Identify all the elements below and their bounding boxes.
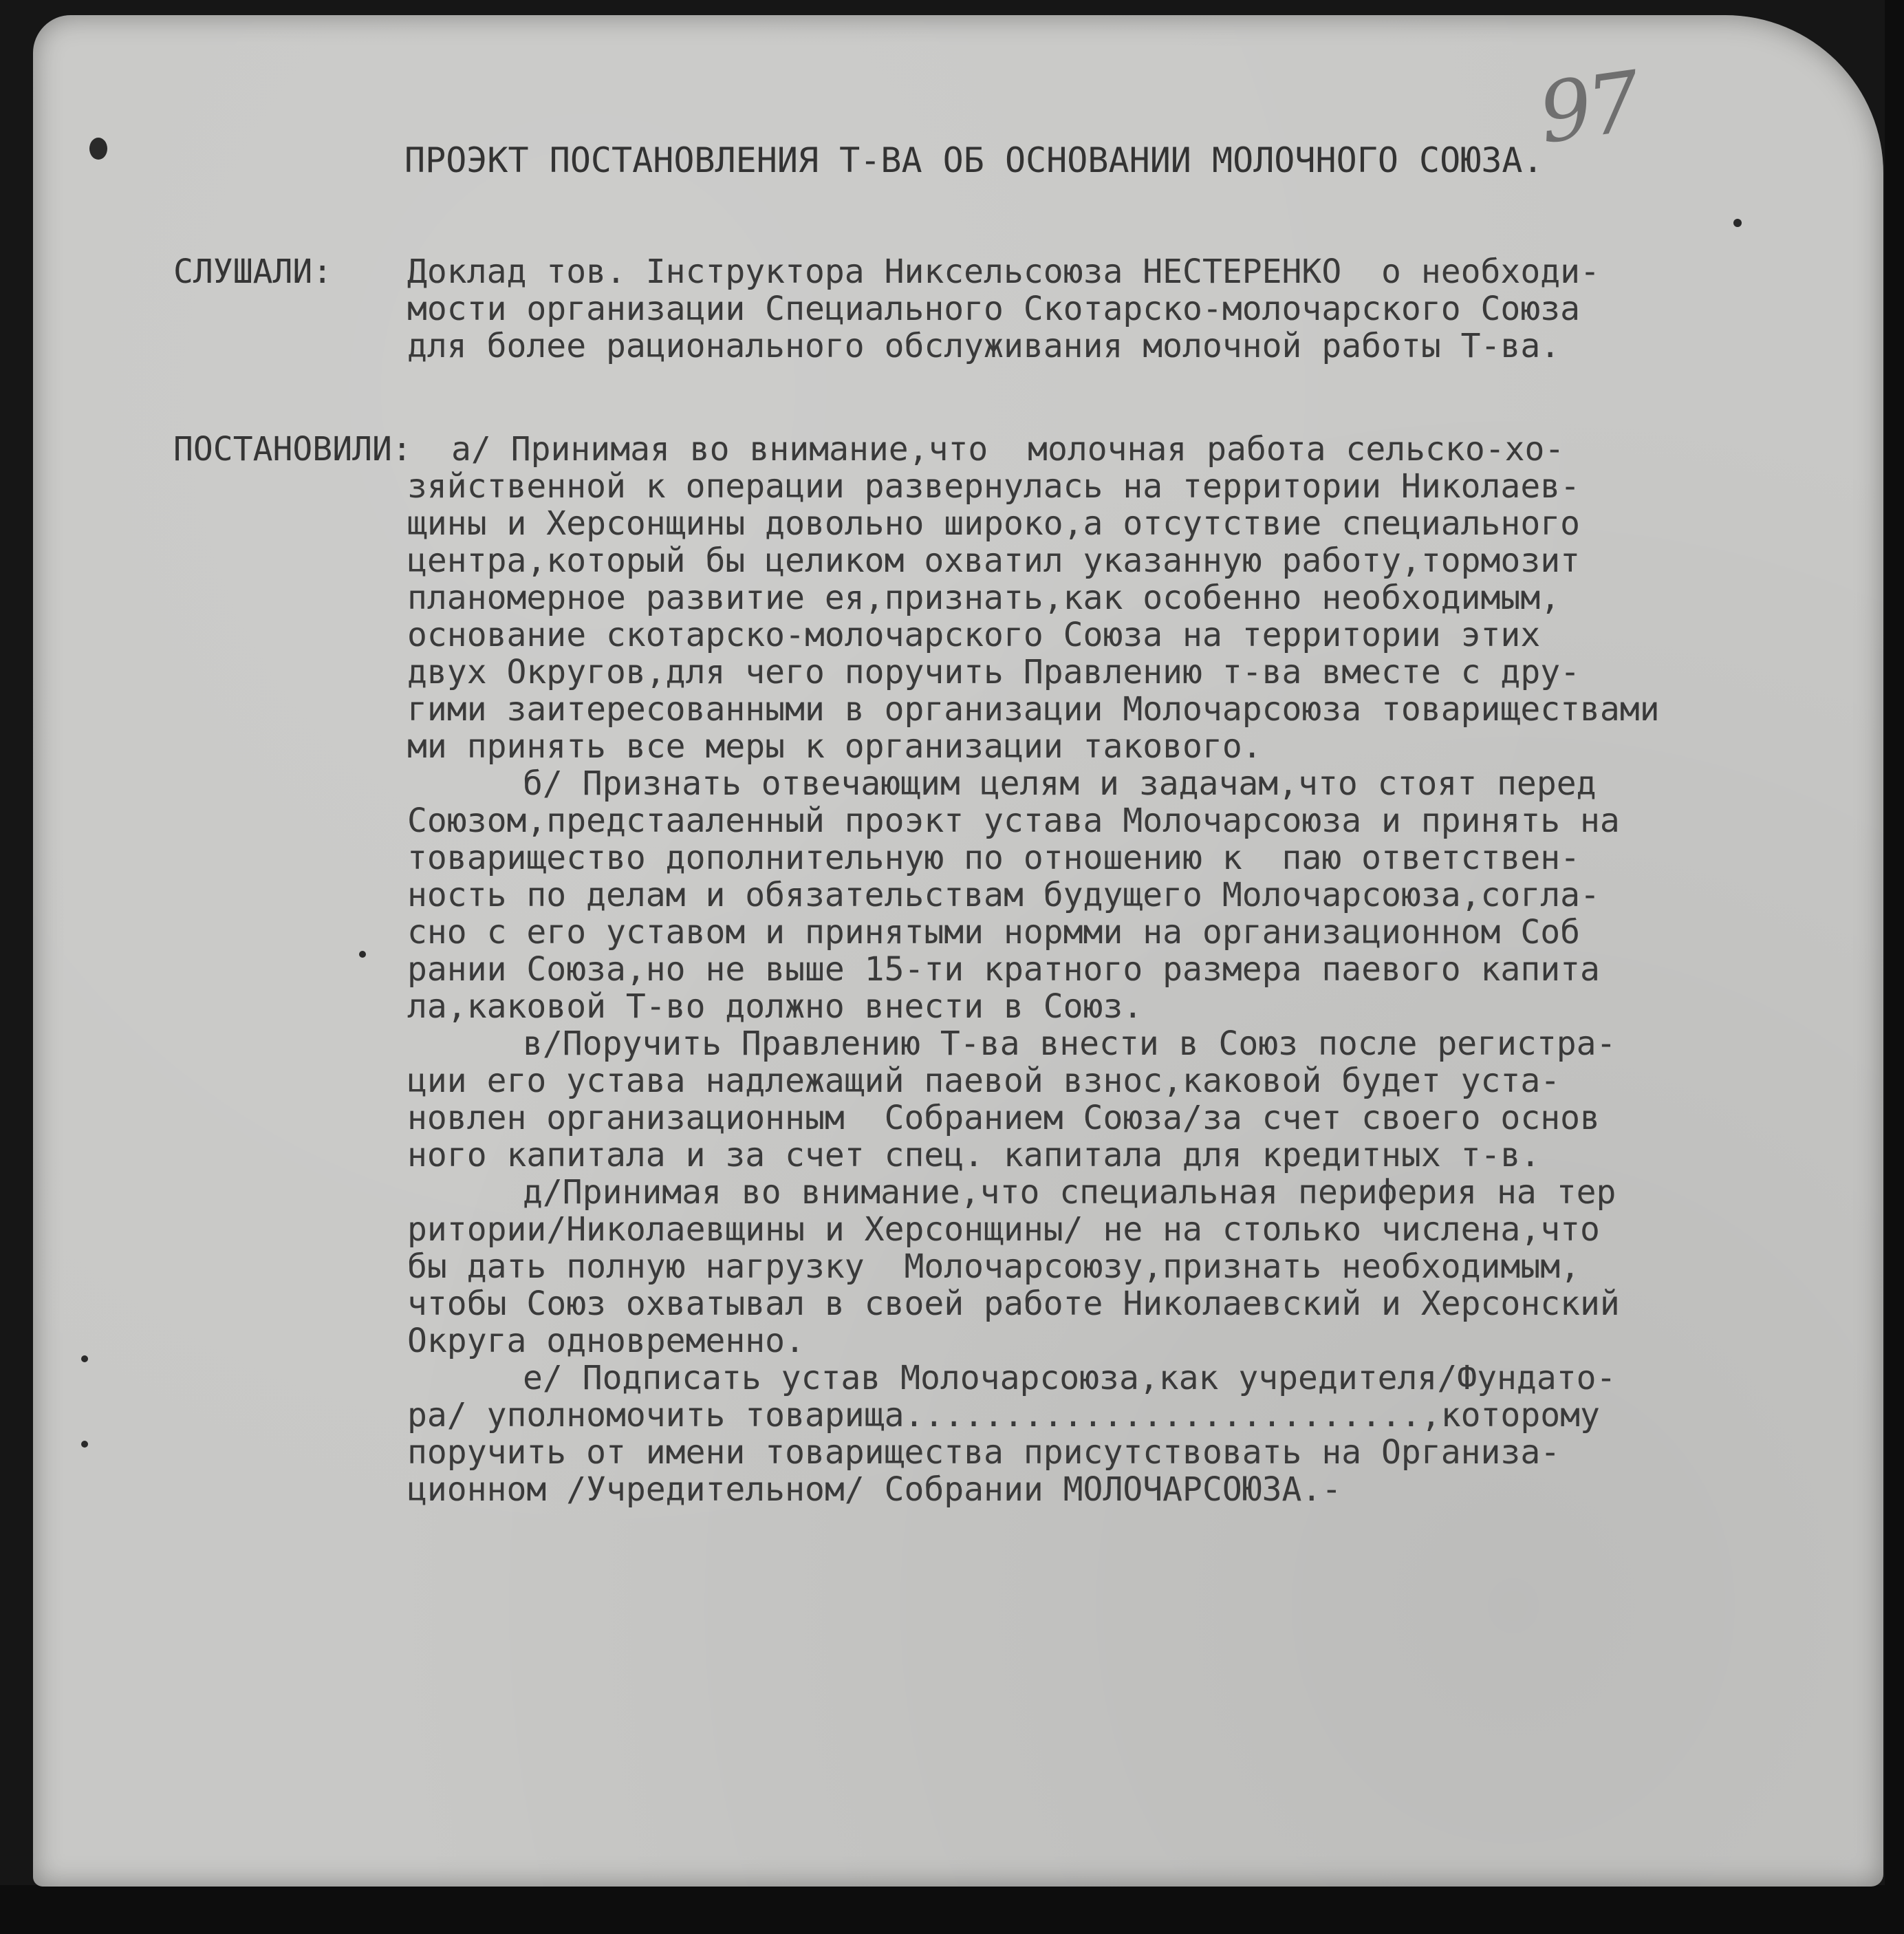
ink-speck	[359, 951, 366, 958]
folio-number: 97	[1533, 54, 1643, 163]
resolved-line: новлен организационным Собранием Союза/за счет своего основ	[407, 1099, 1600, 1137]
ink-speck	[81, 1355, 88, 1362]
ink-speck	[89, 138, 107, 160]
heard-line: для более рационального обслуживания молочной работы Т-ва.	[407, 327, 1561, 365]
ink-speck	[1733, 219, 1742, 227]
resolved-line: товарищество дополнительную по отношению к паю ответствен-	[407, 839, 1581, 877]
resolved-label: ПОСТАНОВИЛИ:	[173, 430, 412, 469]
resolved-item-line: д/Принимая во внимание,что специальная периферия на тер	[523, 1173, 1616, 1212]
resolved-line: планомерное развитие ея,признать,как особенно необходимым,	[407, 579, 1561, 617]
resolved-line: Союзом,предстааленный проэкт устава Молочарсоюза и принять на	[407, 802, 1620, 840]
resolved-line: основание скотарско-молочарского Союза на территории этих	[407, 616, 1541, 654]
resolved-line: сно с его уставом и принятыми нормми на организационном Соб	[407, 913, 1581, 952]
resolved-line: щины и Херсонщины довольно широко,а отсутствие специального	[407, 504, 1581, 543]
scanner-frame-bottom	[0, 1885, 1904, 1934]
document-title: ПРОЭКТ ПОСТАНОВЛЕНИЯ Т-ВА ОБ ОСНОВАНИИ МОЛОЧНОГО СОЮЗА.	[404, 140, 1544, 180]
resolved-line: ции его устава надлежащий паевой взнос,каковой будет уста-	[407, 1062, 1561, 1100]
resolved-line: ми принять все меры к организации такового.	[407, 727, 1262, 766]
resolved-line: чтобы Союз охватывал в своей работе Николаевский и Херсонский	[407, 1285, 1620, 1323]
resolved-item-line: в/Поручить Правлению Т-ва внести в Союз после регистра-	[523, 1024, 1616, 1063]
ink-speck	[81, 1441, 88, 1448]
resolved-line: двух Округов,для чего поручить Правлению т-ва вместе с дру-	[407, 653, 1581, 691]
resolved-item-line: е/ Подписать устав Молочарсоюза,как учредителя/Фундато-	[523, 1359, 1616, 1397]
resolved-line: центра,который бы целиком охватил указанную работу,тормозит	[407, 541, 1581, 580]
resolved-line: ность по делам и обязательствам будущего Молочарсоюза,согла-	[407, 876, 1600, 914]
heard-label: СЛУШАЛИ:	[173, 253, 333, 291]
heard-line: Доклад тов. Інструктора Никсельсоюза НЕСТЕРЕНКО о необходи-	[407, 253, 1600, 291]
resolved-line: бы дать полную нагрузку Молочарсоюзу,признать необходимым,	[407, 1247, 1581, 1286]
resolved-line: гими заитересованными в организации Молочарсоюза товариществами	[407, 690, 1660, 729]
resolved-line: рании Союза,но не выше 15-ти кратного размера паевого капита	[407, 950, 1600, 989]
resolved-line: ного капитала и за счет спец. капитала для кредитных т-в.	[407, 1136, 1541, 1174]
resolved-line: зяйственной к операции развернулась на территории Николаев-	[407, 467, 1581, 506]
resolved-line: ла,каковой Т-во должно внести в Союз.	[407, 987, 1143, 1026]
heard-line: мости организации Специального Скотарско-молочарского Союза	[407, 290, 1581, 328]
scanner-frame-right	[1885, 0, 1904, 1934]
resolved-line: ра/ уполномочить товарища..........................,которому	[407, 1396, 1600, 1435]
resolved-line: ритории/Николаевщины и Херсонщины/ не на столько числена,что	[407, 1210, 1600, 1249]
resolved-line: ционном /Учредительном/ Собрании МОЛОЧАРСОЮЗА.-	[407, 1470, 1342, 1509]
resolved-line: поручить от имени товарищества присутствовать на Организа-	[407, 1433, 1561, 1472]
resolved-first-line: а/ Принимая во внимание,что молочная работа сельско-хо-	[451, 430, 1565, 469]
resolved-line: Округа одновременно.	[407, 1322, 805, 1360]
resolved-item-line: б/ Признать отвечающим целям и задачам,что стоят перед	[523, 764, 1597, 803]
